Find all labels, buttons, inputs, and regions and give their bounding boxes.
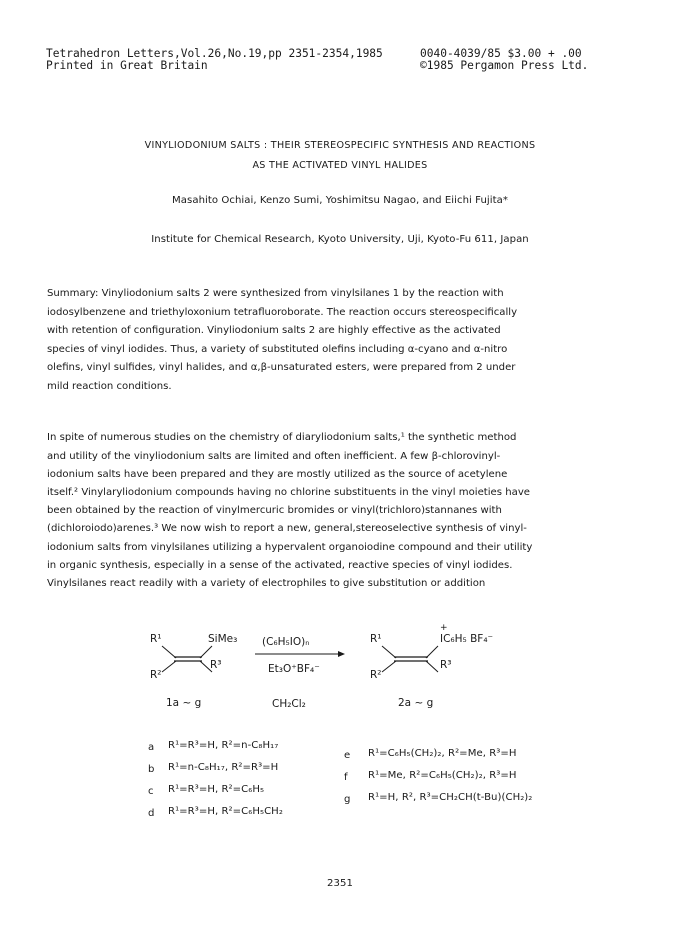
substituent-key: c — [148, 786, 154, 797]
substituent-key: a — [148, 742, 155, 753]
body-line: iodonium salts have been prepared and they are mostly utilized as the source of acetylene — [47, 469, 508, 480]
solvent-label: CH₂Cl₂ — [272, 698, 306, 710]
body-line: itself.² Vinylaryliodonium compounds having no chlorine substituents in the vinyl moieties have — [47, 487, 531, 498]
arrow-head — [338, 651, 345, 657]
substituent-def: R¹=Me, R²=C₆H₅(CH₂)₂, R³=H — [368, 770, 517, 781]
abstract-line: with retention of configuration. Vinyliodonium salts 2 are highly effective as the activated — [47, 325, 501, 336]
substituent-key: f — [344, 772, 348, 783]
reagent-oxonium: Et₃O⁺BF₄⁻ — [268, 663, 320, 675]
abstract-line: mild reaction conditions. — [47, 381, 172, 392]
substituent-def: R¹=C₆H₅(CH₂)₂, R²=Me, R³=H — [368, 748, 517, 759]
body-line: Vinylsilanes react readily with a variety of electrophiles to give substitution or addition — [47, 578, 486, 589]
compound-label-product: 2a ~ g — [398, 697, 434, 709]
body-line: In spite of numerous studies on the chemistry of diaryliodonium salts,¹ the synthetic method — [47, 432, 517, 443]
abstract-line: species of vinyl iodides. Thus, a variety of substituted olefins including α-cyano and α-nitro — [47, 344, 508, 355]
substituent-def: R¹=R³=H, R²=C₆H₅CH₂ — [168, 806, 283, 817]
substituent-def: R¹=R³=H, R²=C₆H₅ — [168, 784, 265, 795]
bond — [200, 646, 212, 658]
body-line: been obtained by the reaction of vinylmercuric bromides or vinyl(trichloro)stannanes with — [47, 505, 502, 516]
bond — [382, 661, 396, 672]
authors: Masahito Ochiai, Kenzo Sumi, Yoshimitsu Nagao, and Eiichi Fujita* — [172, 195, 508, 206]
bond — [382, 646, 396, 658]
substituent-key: g — [344, 794, 351, 805]
substituent-key: d — [148, 808, 155, 819]
paper-title-line1: VINYLIODONIUM SALTS : THEIR STEREOSPECIFIC SYNTHESIS AND REACTIONS — [144, 140, 536, 151]
r3-label: R³ — [210, 659, 222, 671]
copyright: ©1985 Pergamon Press Ltd. — [420, 59, 589, 72]
body-line: in organic synthesis, especially in a sense of the activated, reactive species of vinyl iodides. — [47, 560, 513, 571]
abstract-line: iodosylbenzene and triethyloxonium tetrafluoroborate. The reaction occurs stereospecifically — [47, 307, 518, 318]
bond — [426, 661, 438, 672]
body-line: (dichloroiodo)arenes.³ We now wish to report a new, general,stereoselective synthesis of vinyl- — [47, 523, 527, 534]
reagent-iodosylbenzene: (C₆H₅IO)ₙ — [262, 636, 310, 648]
iodonium-label: IC₆H₅ BF₄⁻ — [440, 633, 494, 645]
bond — [162, 646, 176, 658]
bond — [426, 646, 438, 658]
substituent-def: R¹=H, R², R³=CH₂CH(t-Bu)(CH₂)₂ — [368, 792, 533, 803]
r1-label: R¹ — [370, 633, 382, 645]
r2-label: R² — [150, 669, 162, 681]
issn-price: 0040-4039/85 $3.00 + .00 — [420, 47, 582, 60]
substituent-def: R¹=n-C₈H₁₇, R²=R³=H — [168, 762, 279, 773]
r1-label: R¹ — [150, 633, 162, 645]
page-number: 2351 — [327, 878, 353, 889]
abstract-line: olefins, vinyl sulfides, vinyl halides, and α,β-unsaturated esters, were prepared from 2 under — [47, 362, 516, 373]
bond — [162, 661, 176, 672]
reaction-scheme — [0, 610, 680, 730]
r3-label: R³ — [440, 659, 452, 671]
plus-charge: + — [440, 623, 448, 633]
substituent-key: e — [344, 750, 351, 761]
sime3-label: SiMe₃ — [208, 633, 238, 645]
affiliation: Institute for Chemical Research, Kyoto University, Uji, Kyoto-Fu 611, Japan — [151, 234, 529, 245]
compound-label-start: 1a ~ g — [166, 697, 202, 709]
substituent-def: R¹=R³=H, R²=n-C₈H₁₇ — [168, 740, 279, 751]
paper-title-line2: AS THE ACTIVATED VINYL HALIDES — [252, 160, 428, 171]
r2-label: R² — [370, 669, 382, 681]
journal-citation: Tetrahedron Letters,Vol.26,No.19,pp 2351-2354,1985 — [46, 47, 383, 60]
abstract-line: Summary: Vinyliodonium salts 2 were synthesized from vinylsilanes 1 by the reaction with — [47, 288, 504, 299]
substituent-key: b — [148, 764, 155, 775]
body-line: and utility of the vinyliodonium salts are limited and often inefficient. A few β-chlorovinyl- — [47, 451, 501, 462]
printed-in: Printed in Great Britain — [46, 59, 208, 72]
body-line: iodonium salts from vinylsilanes utilizing a hypervalent organoiodine compound and their utility — [47, 542, 533, 553]
